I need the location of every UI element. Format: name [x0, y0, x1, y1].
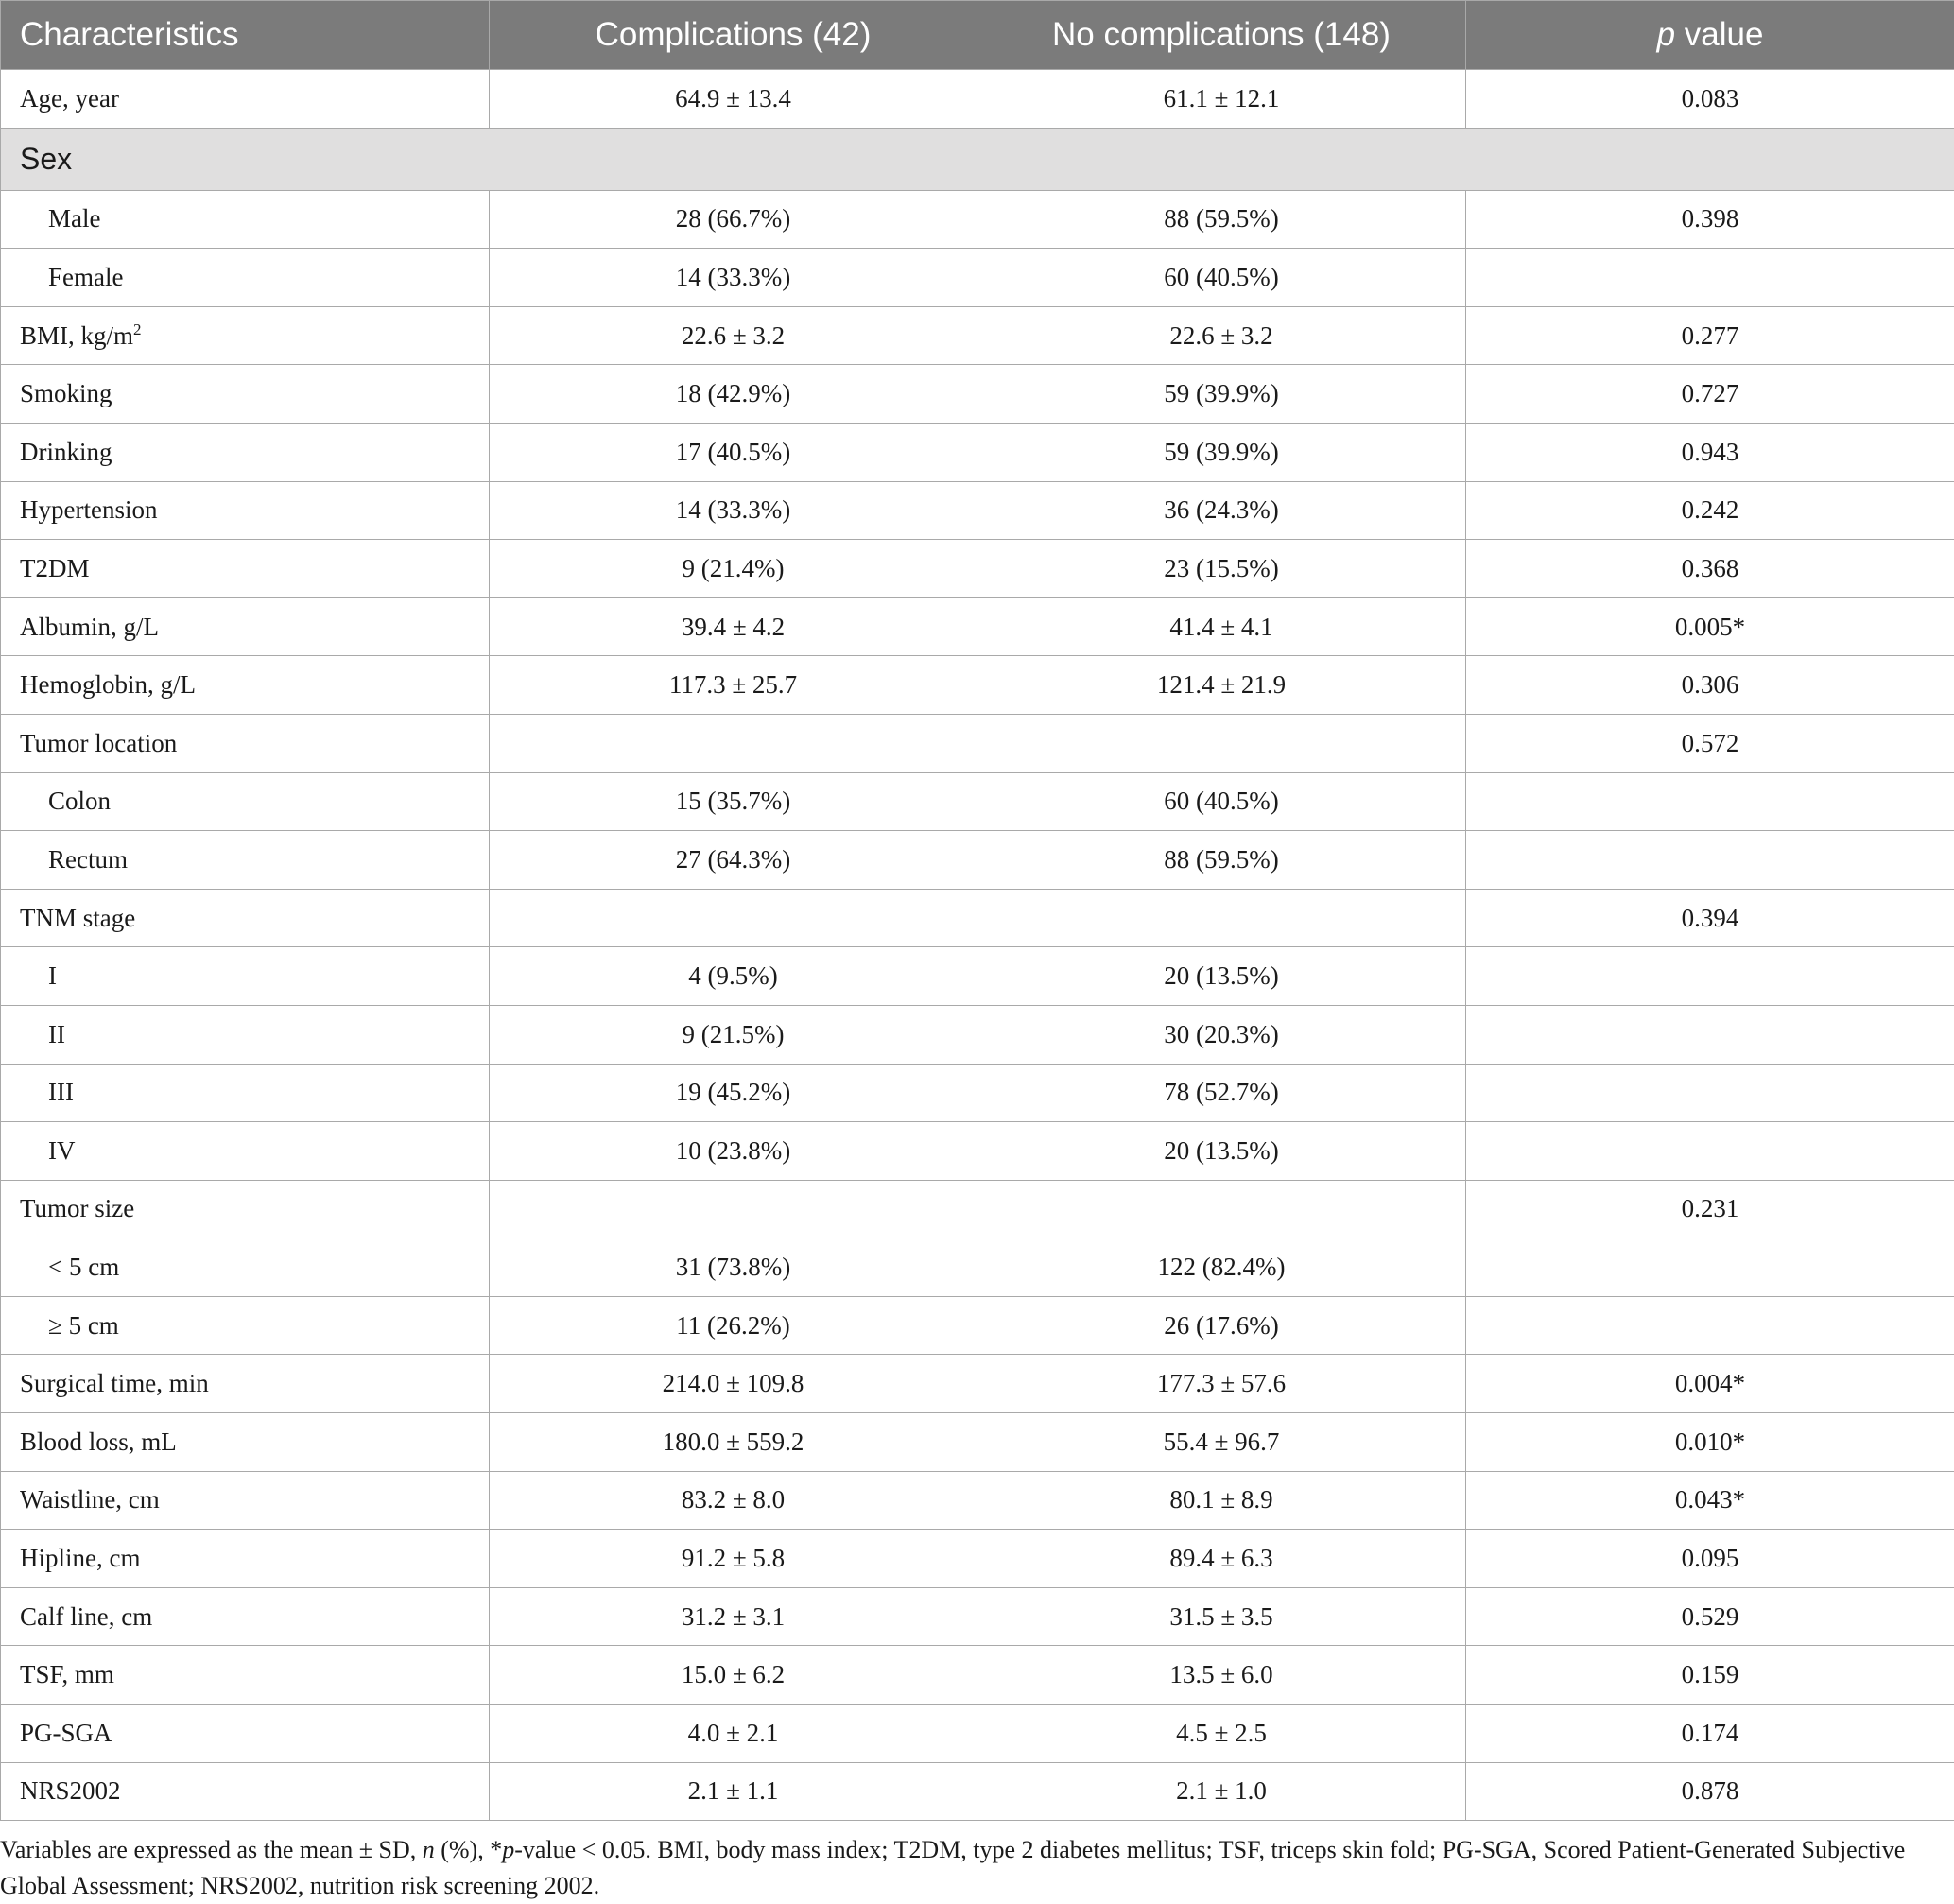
table-row: [1, 1355, 1954, 1413]
table-footnote: [0, 1832, 1938, 1904]
footnote-part3: -value < 0.05. BMI, body mass index; T2DM, type 2 diabetes mellitus; TSF, triceps skin fold; PG-SGA, Scored Patient-Generated Subjective Global Assessment; NRS2002, nutrition risk screening 2002.: [0, 1836, 1905, 1899]
no-complications-value: 26 (17.6%): [977, 1296, 1466, 1355]
table-row: [1, 1122, 1954, 1181]
row-label: < 5 cm: [48, 1253, 119, 1281]
table-row: [1, 1705, 1954, 1763]
row-label-cell: [1, 1471, 490, 1530]
p-value: 0.572: [1466, 714, 1954, 772]
no-complications-value: 122 (82.4%): [977, 1238, 1466, 1297]
complications-value: 28 (66.7%): [490, 190, 977, 249]
p-value: [1466, 1064, 1954, 1122]
no-complications-value: 20 (13.5%): [977, 947, 1466, 1006]
row-label-cell: [1, 772, 490, 831]
table-row: [1, 1646, 1954, 1705]
row-label: NRS2002: [20, 1776, 121, 1805]
complications-value: 15.0 ± 6.2: [490, 1646, 977, 1705]
table-row: [1, 1587, 1954, 1646]
row-label-cell: [1, 1762, 490, 1821]
row-label-cell: [1, 831, 490, 890]
p-value: 0.878: [1466, 1762, 1954, 1821]
no-complications-value: 80.1 ± 8.9: [977, 1471, 1466, 1530]
table-row: [1, 1005, 1954, 1064]
row-label-cell: [1, 306, 490, 365]
row-label: Drinking: [20, 438, 112, 466]
table-row: [1, 190, 1954, 249]
complications-value: 4.0 ± 2.1: [490, 1705, 977, 1763]
row-label: TSF, mm: [20, 1660, 114, 1688]
no-complications-value: [977, 714, 1466, 772]
complications-value: 27 (64.3%): [490, 831, 977, 890]
row-label-cell: [1, 597, 490, 656]
p-value: 0.043*: [1466, 1471, 1954, 1530]
p-value: [1466, 947, 1954, 1006]
row-label: ≥ 5 cm: [48, 1311, 119, 1340]
row-label: Waistline, cm: [20, 1485, 160, 1514]
row-label: III: [48, 1078, 74, 1106]
table-row: [1, 1180, 1954, 1238]
row-label: IV: [48, 1136, 76, 1165]
row-label-cell: [1, 1180, 490, 1238]
no-complications-value: 55.4 ± 96.7: [977, 1413, 1466, 1472]
complications-value: 31.2 ± 3.1: [490, 1587, 977, 1646]
header-complications: Complications (42): [490, 1, 977, 70]
table-row: [1, 831, 1954, 890]
row-label-cell: [1, 714, 490, 772]
no-complications-value: 31.5 ± 3.5: [977, 1587, 1466, 1646]
no-complications-value: 20 (13.5%): [977, 1122, 1466, 1181]
table-row: [1, 1530, 1954, 1588]
p-value: [1466, 831, 1954, 890]
row-label-cell: [1, 365, 490, 424]
row-label: Hipline, cm: [20, 1544, 140, 1572]
no-complications-value: 22.6 ± 3.2: [977, 306, 1466, 365]
header-p-italic: p: [1657, 16, 1675, 53]
table-row: [1, 1762, 1954, 1821]
table-row: [1, 249, 1954, 307]
p-value: 0.005*: [1466, 597, 1954, 656]
p-value: 0.529: [1466, 1587, 1954, 1646]
complications-value: 64.9 ± 13.4: [490, 70, 977, 129]
table-header-row: [1, 1, 1954, 70]
row-label-cell: [1, 1296, 490, 1355]
p-value: 0.231: [1466, 1180, 1954, 1238]
row-label: PG-SGA: [20, 1719, 112, 1747]
no-complications-value: 60 (40.5%): [977, 772, 1466, 831]
row-label: Colon: [48, 787, 111, 815]
row-label-cell: [1, 947, 490, 1006]
row-label-cell: [1, 1587, 490, 1646]
no-complications-value: 59 (39.9%): [977, 365, 1466, 424]
complications-value: 31 (73.8%): [490, 1238, 977, 1297]
table-row: [1, 772, 1954, 831]
no-complications-value: 4.5 ± 2.5: [977, 1705, 1466, 1763]
no-complications-value: 88 (59.5%): [977, 190, 1466, 249]
table-row: [1, 889, 1954, 947]
row-label-cell: [1, 1705, 490, 1763]
p-value: 0.242: [1466, 481, 1954, 540]
complications-value: 18 (42.9%): [490, 365, 977, 424]
table-row: [1, 365, 1954, 424]
table-row: [1, 1238, 1954, 1297]
no-complications-value: 36 (24.3%): [977, 481, 1466, 540]
no-complications-value: 61.1 ± 12.1: [977, 70, 1466, 129]
header-value-text: value: [1675, 16, 1763, 53]
row-label-cell: [1, 190, 490, 249]
p-value: 0.083: [1466, 70, 1954, 129]
table-row: [1, 1413, 1954, 1472]
row-label: Hypertension: [20, 495, 157, 524]
complications-value: [490, 889, 977, 947]
complications-value: 83.2 ± 8.0: [490, 1471, 977, 1530]
row-label: Blood loss, mL: [20, 1428, 177, 1456]
row-label: Smoking: [20, 379, 112, 407]
complications-value: [490, 1180, 977, 1238]
complications-value: 9 (21.4%): [490, 540, 977, 598]
row-label: I: [48, 961, 57, 990]
table-row: [1, 540, 1954, 598]
row-label: BMI, kg/m: [20, 321, 133, 350]
row-label-cell: [1, 1064, 490, 1122]
p-value: 0.277: [1466, 306, 1954, 365]
complications-value: 2.1 ± 1.1: [490, 1762, 977, 1821]
complications-value: 214.0 ± 109.8: [490, 1355, 977, 1413]
row-label: Tumor location: [20, 729, 177, 757]
p-value: [1466, 1122, 1954, 1181]
row-label: Age, year: [20, 84, 119, 113]
row-label: Hemoglobin, g/L: [20, 670, 196, 699]
table-row: [1, 656, 1954, 715]
header-characteristics: Characteristics: [1, 1, 490, 70]
no-complications-value: 89.4 ± 6.3: [977, 1530, 1466, 1588]
row-label: TNM stage: [20, 904, 135, 932]
complications-value: 14 (33.3%): [490, 249, 977, 307]
p-value: [1466, 1296, 1954, 1355]
row-label: Albumin, g/L: [20, 613, 159, 641]
complications-value: 10 (23.8%): [490, 1122, 977, 1181]
complications-value: 19 (45.2%): [490, 1064, 977, 1122]
table-row: [1, 714, 1954, 772]
complications-value: 14 (33.3%): [490, 481, 977, 540]
p-value: 0.174: [1466, 1705, 1954, 1763]
complications-value: [490, 714, 977, 772]
row-label-cell: [1, 70, 490, 129]
row-label-cell: [1, 1530, 490, 1588]
row-label-cell: [1, 656, 490, 715]
row-label-cell: [1, 1646, 490, 1705]
complications-value: 17 (40.5%): [490, 423, 977, 481]
table-row: [1, 1296, 1954, 1355]
table-row: [1, 423, 1954, 481]
p-value: [1466, 1005, 1954, 1064]
complications-value: 180.0 ± 559.2: [490, 1413, 977, 1472]
row-label: T2DM: [20, 554, 90, 582]
complications-value: 22.6 ± 3.2: [490, 306, 977, 365]
footnote-part1: Variables are expressed as the mean ± SD,: [0, 1836, 423, 1863]
row-label-cell: [1, 1238, 490, 1297]
p-value: 0.394: [1466, 889, 1954, 947]
row-label-cell: [1, 1122, 490, 1181]
complications-value: 117.3 ± 25.7: [490, 656, 977, 715]
header-p-value: [1466, 1, 1954, 70]
row-label: Tumor size: [20, 1194, 134, 1222]
table-row: [1, 1064, 1954, 1122]
complications-value: 15 (35.7%): [490, 772, 977, 831]
no-complications-value: 2.1 ± 1.0: [977, 1762, 1466, 1821]
row-label: Calf line, cm: [20, 1602, 152, 1631]
row-label: Rectum: [48, 845, 128, 874]
complications-value: 39.4 ± 4.2: [490, 597, 977, 656]
row-label-cell: [1, 1413, 490, 1472]
row-label: Female: [48, 263, 123, 291]
no-complications-value: 121.4 ± 21.9: [977, 656, 1466, 715]
row-label: Male: [48, 204, 100, 233]
p-value: 0.943: [1466, 423, 1954, 481]
no-complications-value: 78 (52.7%): [977, 1064, 1466, 1122]
p-value: [1466, 249, 1954, 307]
header-no-complications: No complications (148): [977, 1, 1466, 70]
complications-value: 9 (21.5%): [490, 1005, 977, 1064]
table-row: [1, 597, 1954, 656]
table-row: [1, 947, 1954, 1006]
row-label-cell: [1, 1005, 490, 1064]
complications-value: 4 (9.5%): [490, 947, 977, 1006]
row-label-cell: [1, 249, 490, 307]
row-label-cell: [1, 540, 490, 598]
footnote-n: n: [423, 1836, 435, 1863]
table-row: [1, 1471, 1954, 1530]
no-complications-value: [977, 889, 1466, 947]
row-label-cell: [1, 423, 490, 481]
footnote-p: p: [502, 1836, 514, 1863]
table-row: [1, 306, 1954, 365]
row-label-cell: [1, 1355, 490, 1413]
no-complications-value: 30 (20.3%): [977, 1005, 1466, 1064]
no-complications-value: 59 (39.9%): [977, 423, 1466, 481]
p-value: 0.159: [1466, 1646, 1954, 1705]
p-value: 0.095: [1466, 1530, 1954, 1588]
row-label: II: [48, 1020, 65, 1048]
p-value: 0.727: [1466, 365, 1954, 424]
row-label-superscript: 2: [133, 320, 142, 338]
section-label: Sex: [1, 128, 1954, 190]
p-value: [1466, 772, 1954, 831]
no-complications-value: 23 (15.5%): [977, 540, 1466, 598]
table-row: [1, 70, 1954, 129]
no-complications-value: 60 (40.5%): [977, 249, 1466, 307]
complications-value: 91.2 ± 5.8: [490, 1530, 977, 1588]
p-value: 0.010*: [1466, 1413, 1954, 1472]
p-value: [1466, 1238, 1954, 1297]
table-body: [1, 70, 1954, 1821]
row-label: Surgical time, min: [20, 1369, 209, 1397]
row-label-cell: [1, 481, 490, 540]
no-complications-value: 177.3 ± 57.6: [977, 1355, 1466, 1413]
no-complications-value: [977, 1180, 1466, 1238]
p-value: 0.398: [1466, 190, 1954, 249]
no-complications-value: 88 (59.5%): [977, 831, 1466, 890]
row-label-cell: [1, 889, 490, 947]
complications-value: 11 (26.2%): [490, 1296, 977, 1355]
no-complications-value: 41.4 ± 4.1: [977, 597, 1466, 656]
footnote-part2: (%), *: [435, 1836, 502, 1863]
p-value: 0.004*: [1466, 1355, 1954, 1413]
table-row: [1, 481, 1954, 540]
no-complications-value: 13.5 ± 6.0: [977, 1646, 1466, 1705]
p-value: 0.368: [1466, 540, 1954, 598]
p-value: 0.306: [1466, 656, 1954, 715]
section-row: [1, 128, 1954, 190]
